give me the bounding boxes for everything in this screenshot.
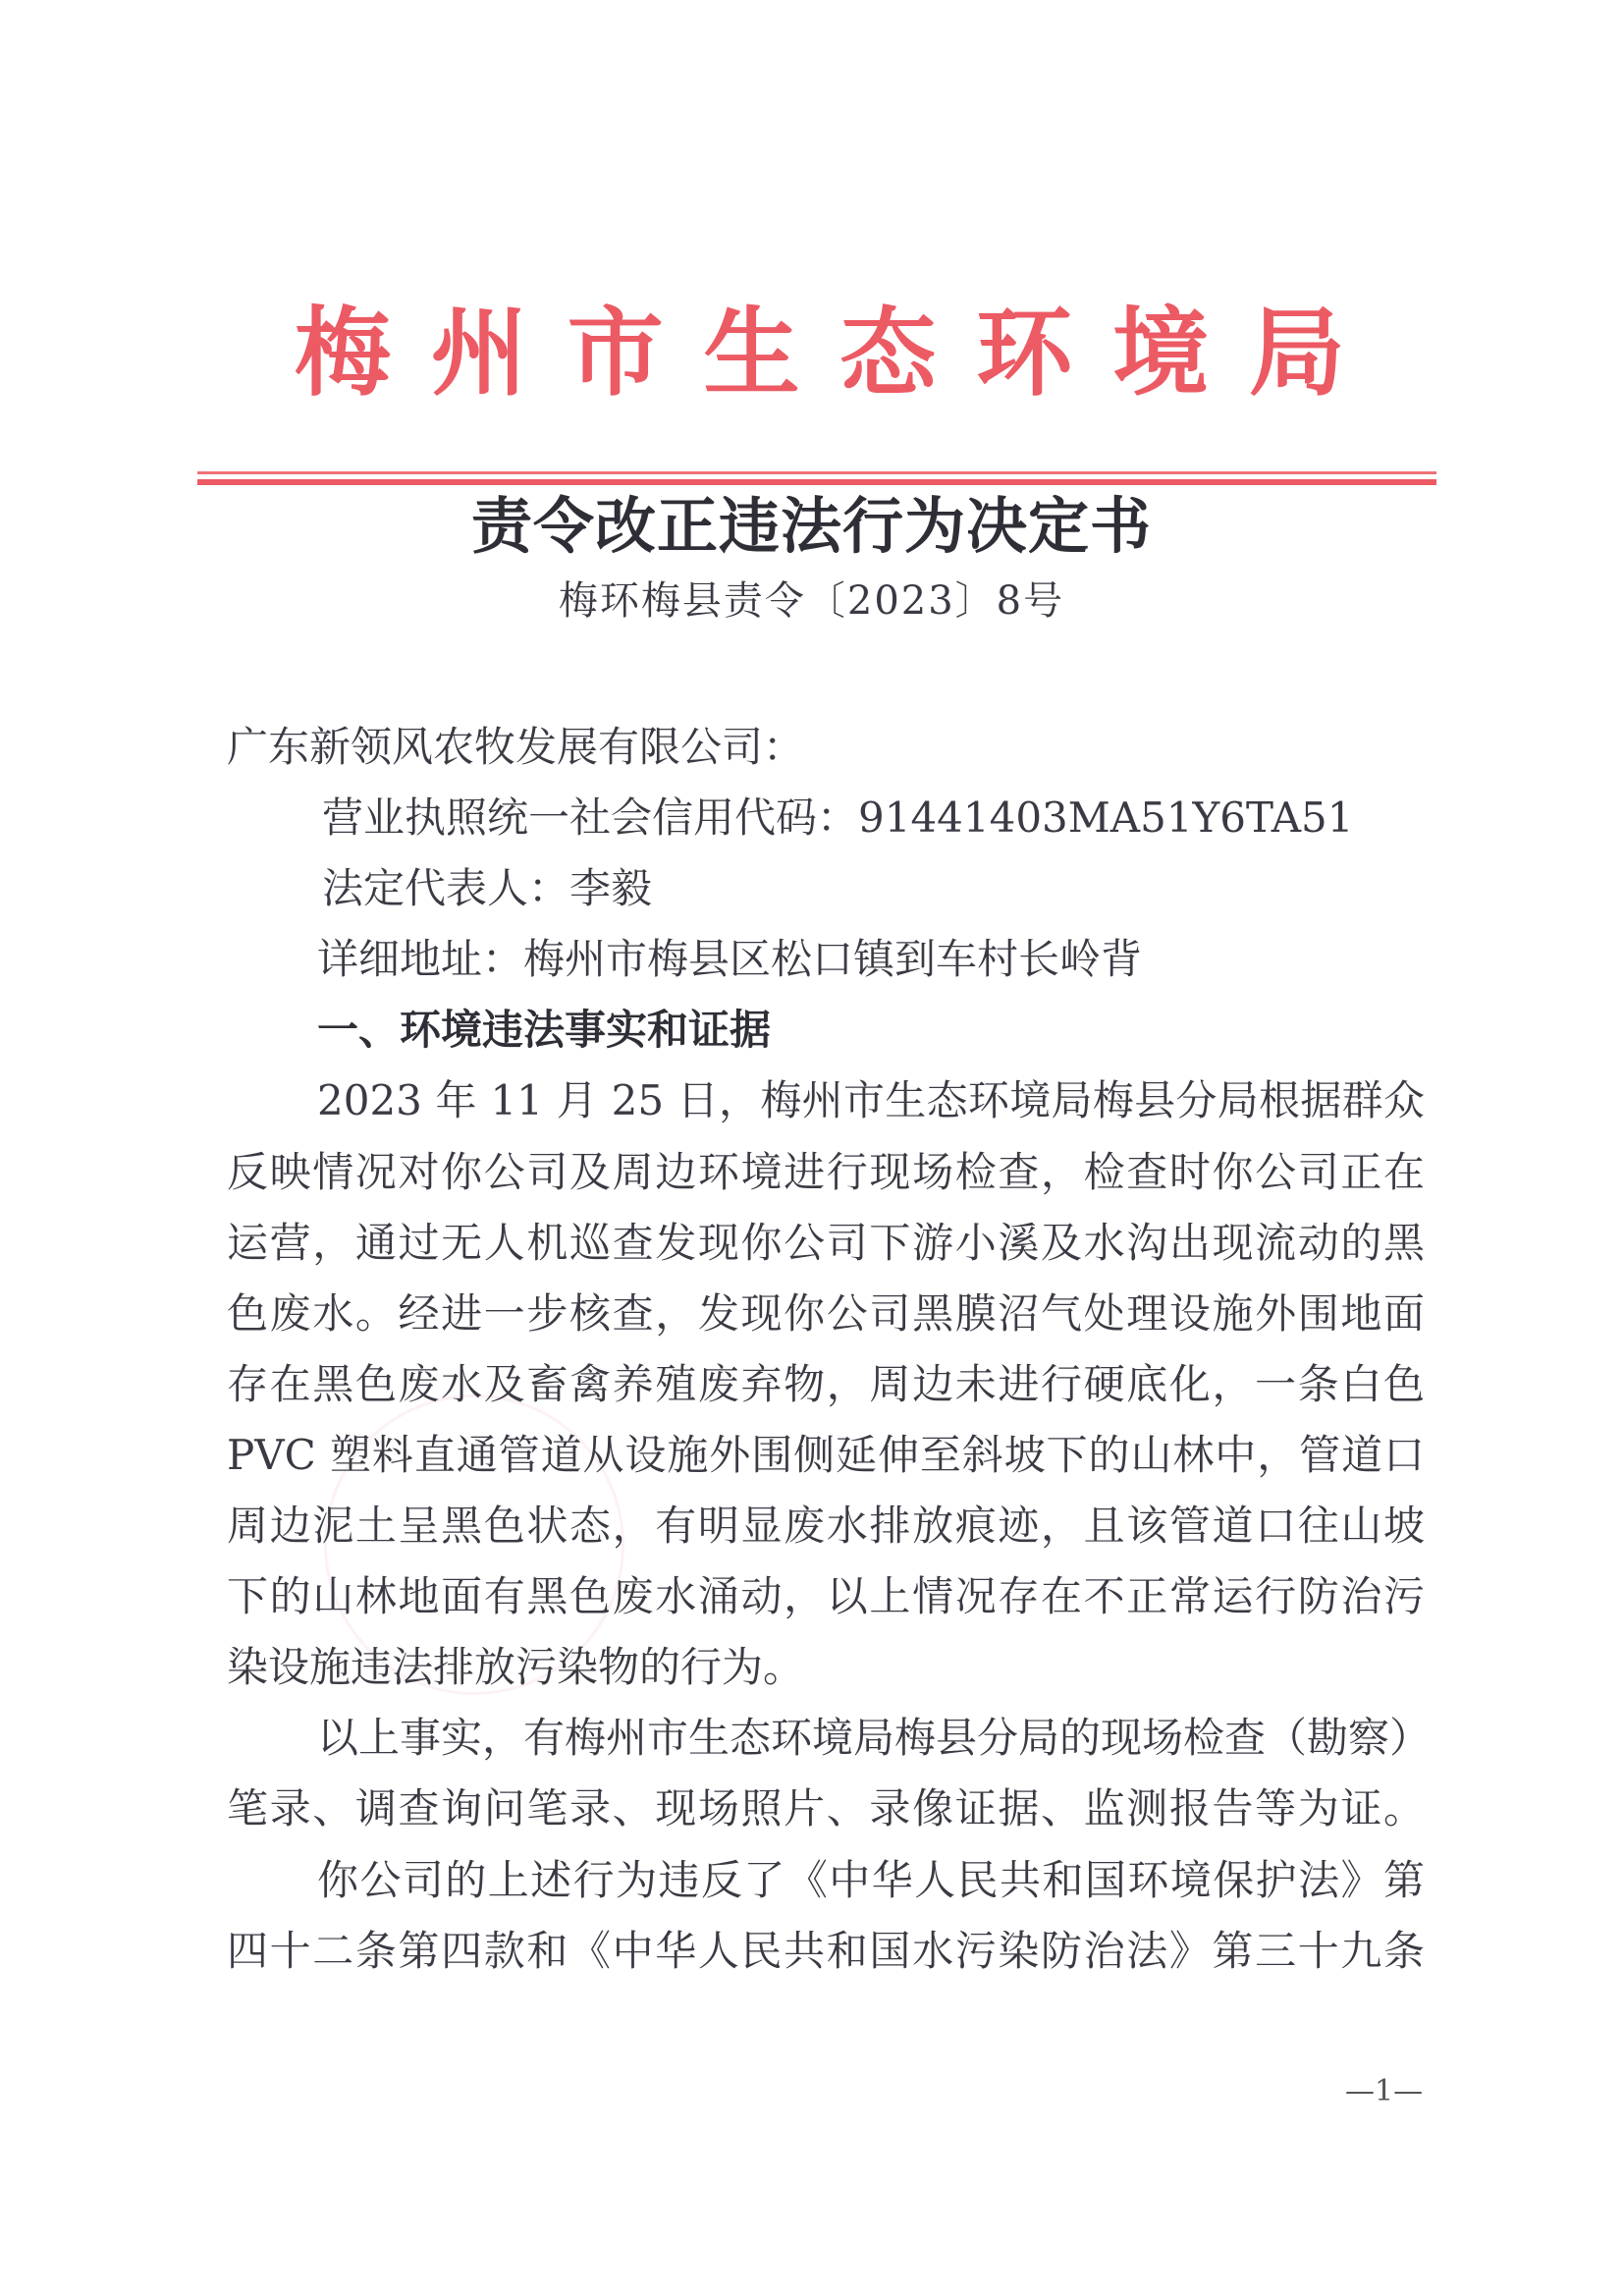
text-line: PVC 塑料直通管道从设施外围侧延伸至斜坡下的山林中，管道口	[227, 1430, 1425, 1479]
paragraph-evidence	[227, 1703, 1432, 1844]
org-char: 生	[703, 297, 800, 410]
text-line: 笔录、调查询问笔录、现场照片、录像证据、监测报告等为证。	[227, 1784, 1425, 1833]
addressee-company: 广东新领风农牧发展有限公司：	[227, 723, 805, 771]
text-line: 下的山林地面有黑色废水涌动，以上情况存在不正常运行防治污	[227, 1572, 1425, 1621]
text-line: 以上事实，有梅州市生态环境局梅县分局的现场检查（勘察）	[317, 1714, 1432, 1763]
credit-code: 营业执照统一社会信用代码：91441403MA51Y6TA51	[322, 793, 1354, 843]
text-line: 色废水。经进一步核查，发现你公司黑膜沼气处理设施外围地面	[227, 1288, 1425, 1338]
paragraph-facts	[227, 1066, 1425, 1703]
issuing-authority-title	[295, 295, 1345, 412]
page-number: —1—	[1345, 2074, 1424, 2108]
legal-representative: 法定代表人：李毅	[322, 864, 653, 913]
text-line: 2023 年 11 月 25 日，梅州市生态环境局梅县分局根据群众	[317, 1076, 1425, 1125]
address: 详细地址：梅州市梅县区松口镇到车村长岭背	[317, 935, 1143, 984]
org-char: 境	[1112, 297, 1210, 410]
org-char: 州	[430, 297, 527, 410]
text-line: 运营，通过无人机巡查发现你公司下游小溪及水沟出现流动的黑	[227, 1218, 1425, 1267]
text-line: 你公司的上述行为违反了《中华人民共和国环境保护法》第	[317, 1855, 1425, 1904]
org-char: 梅	[295, 297, 392, 410]
section-heading: 一、环境违法事实和证据	[317, 1006, 772, 1055]
paragraph-violation	[227, 1845, 1425, 1987]
text-line: 反映情况对你公司及周边环境进行现场检查，检查时你公司正在	[227, 1147, 1425, 1196]
org-char: 环	[976, 297, 1073, 410]
text-line: 周边泥土呈黑色状态，有明显废水排放痕迹，且该管道口往山坡	[227, 1502, 1425, 1551]
org-char: 局	[1248, 297, 1345, 410]
red-divider-thin	[197, 471, 1436, 474]
red-divider-thick	[197, 479, 1436, 485]
document-body	[227, 712, 1432, 1987]
text-line: 四十二条第四款和《中华人民共和国水污染防治法》第三十九条	[227, 1926, 1425, 1975]
org-char: 市	[567, 297, 664, 410]
text-line: 染设施违法排放污染物的行为。	[227, 1643, 805, 1692]
document-title: 责令改正违法行为决定书	[470, 490, 1152, 562]
org-char: 态	[839, 297, 937, 410]
text-line: 存在黑色废水及畜禽养殖废弃物，周边未进行硬底化，一条白色	[227, 1359, 1425, 1408]
document-number: 梅环梅县责令〔2023〕8号	[558, 578, 1065, 624]
